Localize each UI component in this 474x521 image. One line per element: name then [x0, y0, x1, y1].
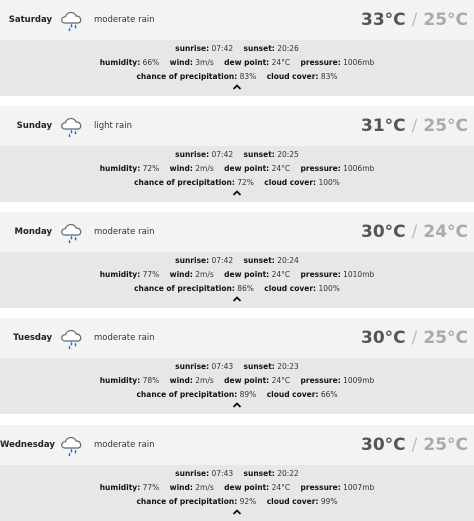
dew-point-label: dew point: [224, 483, 270, 492]
precipitation-value: 72% [237, 178, 254, 187]
sunrise-value: 07:42 [211, 150, 234, 159]
humidity-label: humidity: [99, 376, 141, 385]
dew-point-value: 24°C [271, 483, 291, 492]
weather-condition: light rain [94, 121, 132, 131]
weather-condition: moderate rain [94, 440, 155, 450]
min-temperature: 25°C [423, 328, 468, 348]
temperature-range [361, 318, 468, 358]
pressure-label: pressure: [300, 483, 341, 492]
temperature-range [361, 425, 468, 465]
chevron-up-icon[interactable] [231, 188, 243, 198]
dew-point-label: dew point: [224, 58, 270, 67]
day-name: Monday [14, 227, 52, 237]
humidity-value: 72% [142, 164, 160, 173]
chevron-up-icon[interactable] [231, 400, 243, 410]
wind-value: 3m/s [195, 58, 214, 67]
sunset-label: sunset: [243, 362, 275, 371]
sunrise-label: sunrise: [175, 362, 210, 371]
pressure-label: pressure: [300, 164, 341, 173]
sun-times-row [0, 468, 474, 480]
humidity-value: 77% [142, 483, 160, 492]
sunrise-value: 07:43 [211, 362, 234, 371]
sun-times-row [0, 361, 474, 373]
wind-value: 2m/s [195, 164, 214, 173]
sunrise-value: 07:42 [211, 256, 234, 265]
humidity-label: humidity: [99, 270, 141, 279]
humidity-label: humidity: [99, 164, 141, 173]
chevron-up-icon[interactable] [231, 507, 243, 517]
conditions-row [0, 269, 474, 281]
dew-point-value: 24°C [271, 164, 291, 173]
max-temperature: 30°C [360, 328, 406, 348]
day-summary[interactable] [0, 318, 474, 358]
day-name: Saturday [8, 15, 52, 25]
dew-point-value: 24°C [271, 270, 291, 279]
max-temperature: 33°C [360, 10, 406, 30]
sun-times-row [0, 43, 474, 55]
sun-times-row [0, 255, 474, 267]
temperature-separator: / [411, 222, 418, 242]
cloud-cover-value: 100% [318, 178, 340, 187]
sunrise-value: 07:43 [211, 469, 234, 478]
cloud-cover-label: cloud cover: [264, 178, 317, 187]
day-summary[interactable] [0, 425, 474, 465]
rain-cloud-icon [59, 8, 85, 32]
pressure-value: 1006mb [343, 164, 375, 173]
precipitation-label: chance of precipitation: [136, 497, 238, 506]
temperature-range [361, 212, 468, 252]
pressure-value: 1009mb [343, 376, 375, 385]
dew-point-label: dew point: [224, 270, 270, 279]
rain-cloud-icon [59, 114, 85, 138]
sunrise-label: sunrise: [175, 469, 210, 478]
pressure-value: 1007mb [343, 483, 375, 492]
sunset-label: sunset: [243, 256, 275, 265]
precipitation-label: chance of precipitation: [136, 72, 238, 81]
weather-condition: moderate rain [94, 227, 155, 237]
cloud-cover-label: cloud cover: [266, 72, 319, 81]
min-temperature: 25°C [423, 435, 468, 455]
cloud-cover-label: cloud cover: [266, 390, 319, 399]
wind-value: 2m/s [195, 376, 214, 385]
sunrise-label: sunrise: [175, 150, 210, 159]
pressure-value: 1010mb [343, 270, 375, 279]
cloud-cover-value: 66% [320, 390, 338, 399]
max-temperature: 31°C [360, 116, 406, 136]
temperature-separator: / [411, 435, 418, 455]
precipitation-label: chance of precipitation: [134, 284, 235, 293]
sunrise-label: sunrise: [175, 44, 210, 53]
precipitation-value: 89% [239, 390, 257, 399]
precipitation-value: 86% [237, 284, 254, 293]
max-temperature: 30°C [360, 435, 406, 455]
temperature-range [361, 0, 468, 40]
temperature-range [361, 106, 468, 146]
humidity-label: humidity: [99, 58, 141, 67]
precipitation-value: 92% [239, 497, 257, 506]
sunrise-label: sunrise: [175, 256, 210, 265]
sunset-value: 20:22 [277, 469, 299, 478]
humidity-label: humidity: [99, 483, 141, 492]
wind-label: wind: [169, 164, 193, 173]
chevron-up-icon[interactable] [231, 294, 243, 304]
temperature-separator: / [411, 328, 418, 348]
rain-cloud-icon [59, 326, 85, 350]
max-temperature: 30°C [360, 222, 406, 242]
humidity-value: 77% [142, 270, 160, 279]
sunset-label: sunset: [243, 44, 275, 53]
day-name: Wednesday [0, 440, 55, 450]
precipitation-label: chance of precipitation: [134, 178, 235, 187]
rain-cloud-icon [59, 220, 85, 244]
cloud-cover-value: 99% [320, 497, 338, 506]
conditions-row [0, 482, 474, 494]
pressure-value: 1006mb [343, 58, 375, 67]
wind-label: wind: [169, 270, 193, 279]
pressure-label: pressure: [300, 58, 341, 67]
wind-label: wind: [169, 58, 193, 67]
sunset-value: 20:24 [277, 256, 299, 265]
min-temperature: 24°C [423, 222, 468, 242]
weather-condition: moderate rain [94, 15, 155, 25]
conditions-row [0, 375, 474, 387]
humidity-value: 78% [142, 376, 160, 385]
min-temperature: 25°C [423, 10, 468, 30]
wind-label: wind: [169, 483, 193, 492]
conditions-row [0, 57, 474, 69]
wind-value: 2m/s [195, 483, 214, 492]
cloud-cover-value: 100% [318, 284, 340, 293]
temperature-separator: / [411, 10, 418, 30]
sunset-value: 20:23 [277, 362, 299, 371]
precipitation-label: chance of precipitation: [136, 390, 238, 399]
dew-point-value: 24°C [271, 58, 291, 67]
sunset-label: sunset: [243, 150, 275, 159]
chevron-up-icon[interactable] [231, 82, 243, 92]
day-name: Tuesday [13, 333, 52, 343]
dew-point-value: 24°C [271, 376, 291, 385]
cloud-cover-label: cloud cover: [266, 497, 319, 506]
day-summary[interactable] [0, 106, 474, 146]
cloud-cover-value: 83% [320, 72, 338, 81]
precipitation-value: 83% [239, 72, 257, 81]
sunrise-value: 07:42 [211, 44, 234, 53]
weather-condition: moderate rain [94, 333, 155, 343]
day-summary[interactable] [0, 0, 474, 40]
sun-times-row [0, 149, 474, 161]
cloud-cover-label: cloud cover: [264, 284, 317, 293]
day-name: Sunday [16, 121, 52, 131]
dew-point-label: dew point: [224, 164, 270, 173]
humidity-value: 66% [142, 58, 160, 67]
rain-cloud-icon [59, 433, 85, 457]
sunset-value: 20:25 [277, 150, 299, 159]
wind-label: wind: [169, 376, 193, 385]
min-temperature: 25°C [423, 116, 468, 136]
wind-value: 2m/s [195, 270, 214, 279]
dew-point-label: dew point: [224, 376, 270, 385]
conditions-row [0, 163, 474, 175]
day-summary[interactable] [0, 212, 474, 252]
sunset-value: 20:26 [277, 44, 299, 53]
pressure-label: pressure: [300, 270, 341, 279]
sunset-label: sunset: [243, 469, 275, 478]
temperature-separator: / [411, 116, 418, 136]
pressure-label: pressure: [300, 376, 341, 385]
